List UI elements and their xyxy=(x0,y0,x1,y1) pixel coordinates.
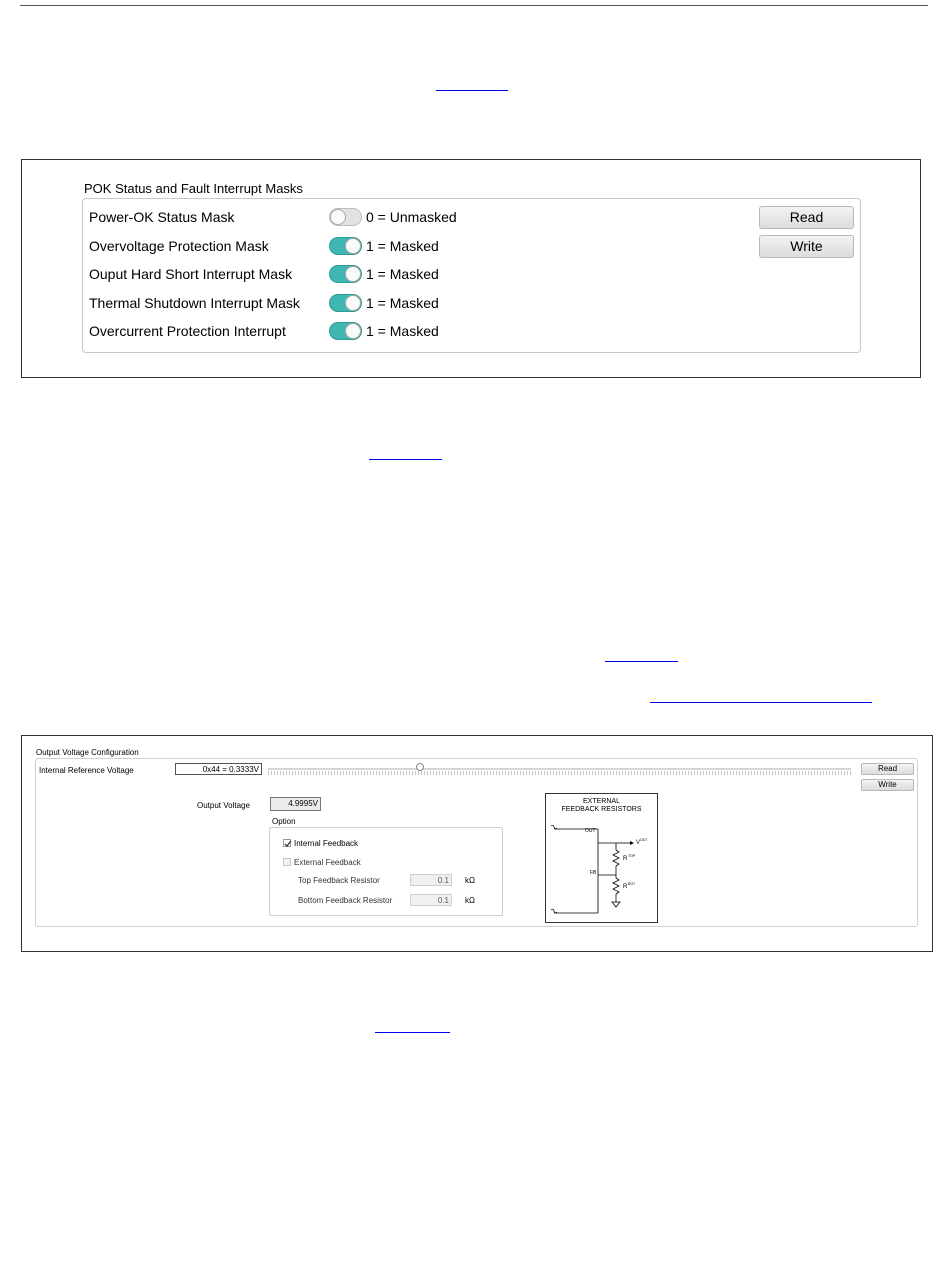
output-voltage-config-screenshot xyxy=(21,735,933,952)
mask-row-overvoltage xyxy=(89,235,509,257)
option-label: Option xyxy=(272,817,296,826)
top-resistor-field[interactable]: 0.1 xyxy=(410,874,452,886)
overvoltage-toggle[interactable] xyxy=(329,237,362,255)
write-button[interactable]: Write xyxy=(861,779,914,791)
external-feedback-label[interactable]: External Feedback xyxy=(294,858,361,867)
internal-feedback-label[interactable]: Internal Feedback xyxy=(294,839,359,848)
overcurrent-toggle[interactable] xyxy=(329,322,362,340)
rtop-label: R xyxy=(623,856,628,862)
mask-state: 1 = Masked xyxy=(366,323,439,339)
doc-link[interactable] xyxy=(605,661,678,662)
output-voltage-group xyxy=(35,758,918,927)
external-feedback-checkbox[interactable] xyxy=(283,858,291,866)
irv-slider-track[interactable] xyxy=(268,768,851,770)
fb-pin-label: FB xyxy=(590,870,597,876)
doc-link[interactable] xyxy=(375,1032,450,1033)
top-resistor-unit: kΩ xyxy=(465,876,475,885)
mask-label: Power-OK Status Mask xyxy=(89,209,235,225)
feedback-option-group xyxy=(269,827,503,916)
rbot-label: R xyxy=(623,884,628,890)
toggle-knob xyxy=(345,266,361,282)
toggle-knob xyxy=(345,295,361,311)
internal-feedback-checkbox[interactable] xyxy=(283,839,291,847)
irv-label: Internal Reference Voltage xyxy=(39,766,134,775)
mask-state: 1 = Masked xyxy=(366,238,439,254)
thermal-toggle[interactable] xyxy=(329,294,362,312)
masks-group xyxy=(82,198,861,353)
mask-row-thermal xyxy=(89,292,509,314)
irv-slider-ticks xyxy=(268,771,851,775)
mask-row-overcurrent xyxy=(89,320,509,342)
write-button[interactable]: Write xyxy=(759,235,854,258)
toggle-knob xyxy=(345,323,361,339)
mask-label: Thermal Shutdown Interrupt Mask xyxy=(89,295,300,311)
schematic-drawing xyxy=(546,794,657,922)
bottom-resistor-field[interactable]: 0.1 xyxy=(410,894,452,906)
group-title: Output Voltage Configuration xyxy=(36,748,139,757)
bottom-resistor-label: Bottom Feedback Resistor xyxy=(298,896,393,905)
schematic-title-line2: FEEDBACK RESISTORS xyxy=(561,806,642,813)
toggle-knob xyxy=(330,209,346,225)
pok-fault-masks-screenshot xyxy=(21,159,921,378)
mask-state: 1 = Masked xyxy=(366,266,439,282)
bottom-resistor-unit: kΩ xyxy=(465,896,475,905)
mask-label: Overvoltage Protection Mask xyxy=(89,238,269,254)
toggle-knob xyxy=(345,238,361,254)
top-rule xyxy=(20,5,928,6)
read-button[interactable]: Read xyxy=(759,206,854,229)
irv-value-field[interactable]: 0x44 = 0.3333V xyxy=(175,763,262,775)
vout-label: V xyxy=(636,840,641,846)
group-title: POK Status and Fault Interrupt Masks xyxy=(84,181,303,196)
doc-link[interactable] xyxy=(436,90,508,91)
power-ok-toggle[interactable] xyxy=(329,208,362,226)
read-button[interactable]: Read xyxy=(861,763,914,775)
mask-state: 1 = Masked xyxy=(366,295,439,311)
hard-short-toggle[interactable] xyxy=(329,265,362,283)
feedback-resistors-schematic xyxy=(545,793,658,923)
rtop-subscript: TOP xyxy=(628,854,636,858)
schematic-title-line1: EXTERNAL xyxy=(583,798,620,805)
top-resistor-label: Top Feedback Resistor xyxy=(298,876,380,885)
rbot-subscript: BOT xyxy=(628,882,636,886)
output-voltage-field: 4.9995V xyxy=(270,797,321,811)
mask-label: Overcurrent Protection Interrupt xyxy=(89,323,286,339)
vout-subscript: OUT xyxy=(640,838,648,842)
mask-label: Ouput Hard Short Interrupt Mask xyxy=(89,266,293,282)
mask-row-hard-short xyxy=(89,263,509,285)
doc-link[interactable] xyxy=(650,702,872,703)
out-pin-label: OUT xyxy=(585,828,596,834)
output-voltage-label: Output Voltage xyxy=(197,801,250,810)
doc-link[interactable] xyxy=(369,459,442,460)
mask-state: 0 = Unmasked xyxy=(366,209,457,225)
check-icon xyxy=(284,840,292,848)
irv-slider-thumb[interactable] xyxy=(416,763,424,771)
mask-row-power-ok xyxy=(89,206,509,228)
